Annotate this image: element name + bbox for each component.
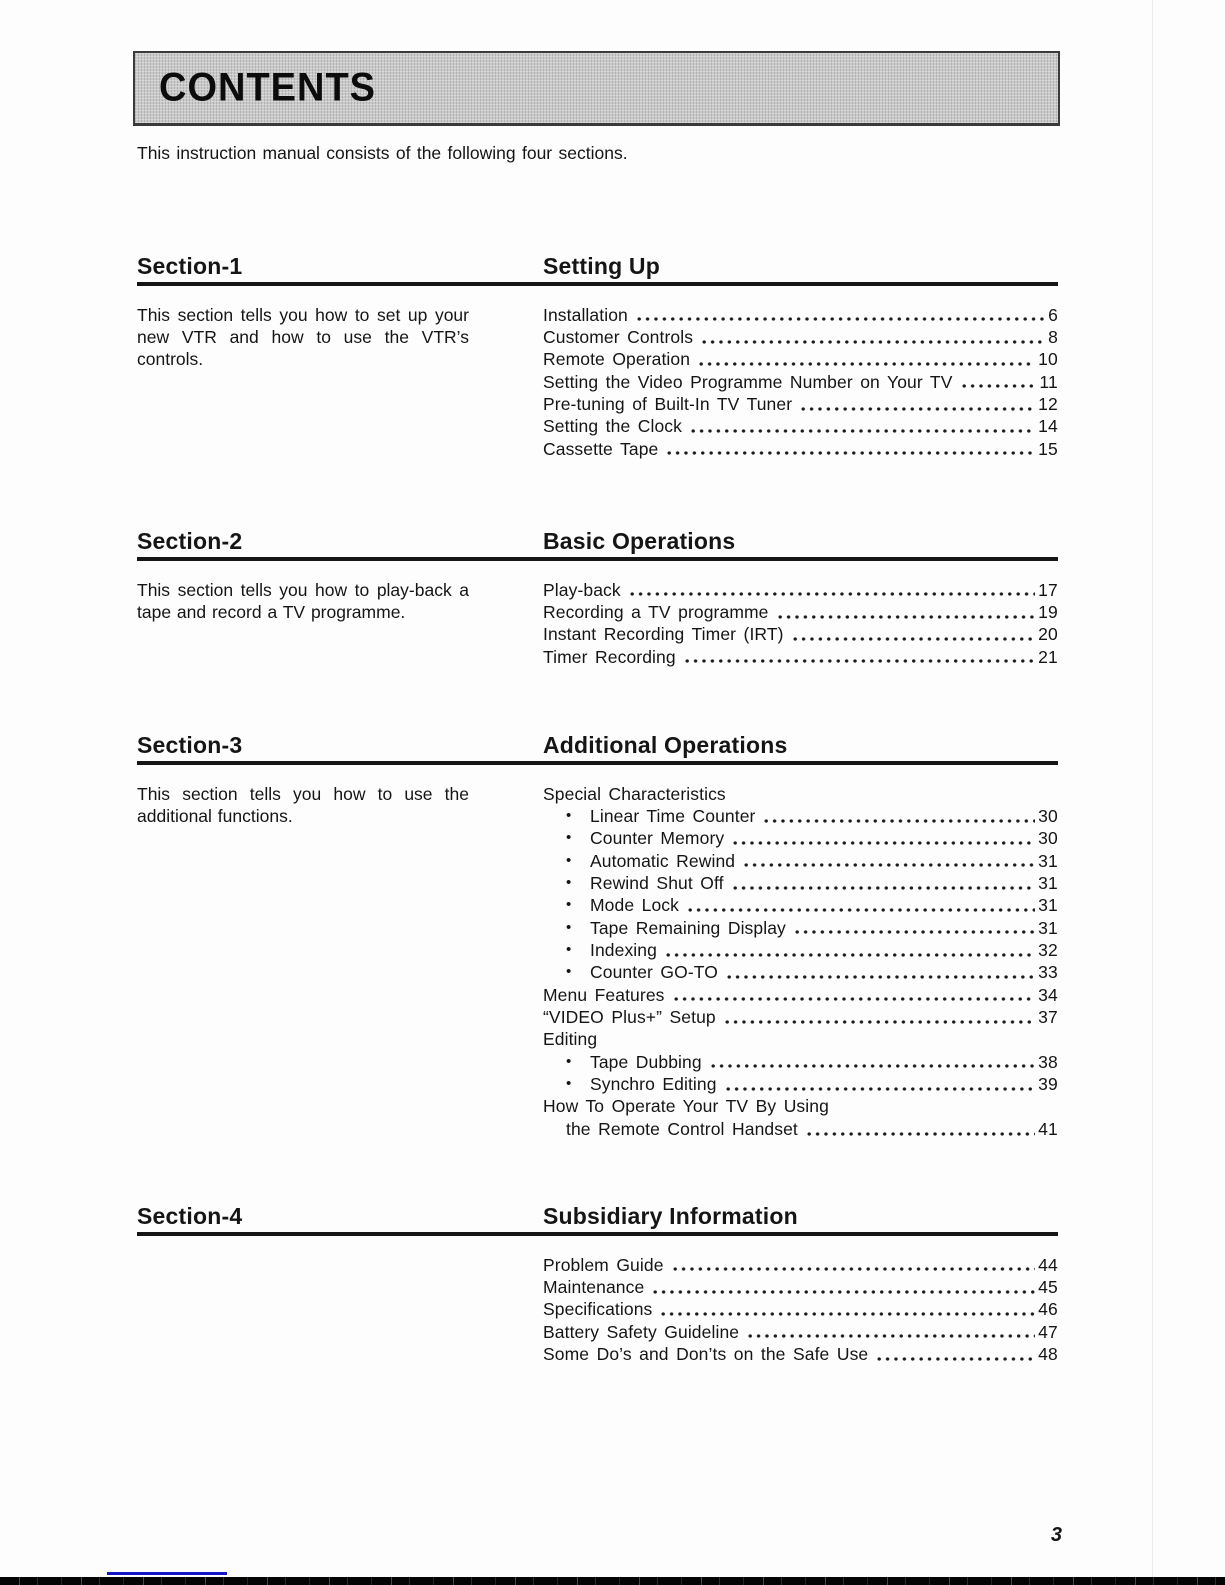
section-2-description: This section tells you how to play-back a tape and record a TV programme. — [137, 579, 469, 622]
toc-item-label: Installation — [543, 304, 628, 325]
scan-artifact-blue-line — [107, 1572, 227, 1575]
toc-item-page: 41 — [1038, 1118, 1058, 1139]
dot-leader — [722, 1073, 1036, 1095]
toc-item-page: 32 — [1038, 939, 1058, 960]
scan-edge-band — [0, 1577, 1225, 1585]
section-2-body — [137, 579, 1058, 668]
toc-item-page: 6 — [1048, 304, 1058, 325]
section-1-body — [137, 304, 1058, 460]
section-2-header — [137, 527, 1058, 555]
toc-row — [543, 872, 1058, 894]
toc-row — [543, 894, 1058, 916]
section-3-divider — [137, 761, 1058, 765]
toc-item-page: 39 — [1038, 1073, 1058, 1094]
toc-row — [543, 1073, 1058, 1095]
toc-item-label: Recording a TV programme — [543, 601, 769, 622]
toc-row — [543, 326, 1058, 348]
toc-item-label: Instant Recording Timer (IRT) — [543, 624, 784, 645]
dot-leader — [958, 371, 1037, 393]
dot-leader — [797, 393, 1035, 415]
toc-item-label: Special Characteristics — [543, 783, 726, 804]
toc-item-page: 30 — [1038, 805, 1058, 826]
toc-item-page: 12 — [1038, 393, 1058, 414]
toc-row — [543, 1006, 1058, 1028]
section-3-description: This section tells you how to use the additional functions. — [137, 783, 469, 826]
toc-item-page: 34 — [1038, 984, 1058, 1005]
dot-leader — [670, 984, 1036, 1006]
toc-item-label: Counter Memory — [590, 828, 725, 849]
page-edge-line — [1152, 0, 1153, 1577]
section-3-header — [137, 731, 1058, 759]
bullet-icon: • — [566, 963, 572, 981]
toc-row — [543, 850, 1058, 872]
section-1-divider — [137, 282, 1058, 286]
section-2-toc-list — [543, 579, 1058, 668]
section-2-block — [137, 527, 1058, 668]
toc-item-page: 31 — [1038, 917, 1058, 938]
toc-item-label: Indexing — [590, 939, 657, 960]
toc-row — [543, 827, 1058, 849]
bullet-icon: • — [566, 1052, 572, 1070]
toc-item-page: 38 — [1038, 1051, 1058, 1072]
toc-row — [543, 646, 1058, 668]
toc-row — [543, 984, 1058, 1006]
section-4-divider — [137, 1232, 1058, 1236]
toc-item-page: 8 — [1048, 326, 1058, 347]
toc-row — [543, 348, 1058, 370]
page-title: CONTENTS — [159, 66, 376, 110]
toc-item-label: Customer Controls — [543, 326, 694, 347]
toc-item-label: Setting the Video Programme Number on Your TV — [543, 371, 953, 392]
toc-row — [543, 917, 1058, 939]
toc-item-page: 31 — [1038, 895, 1058, 916]
toc-row — [543, 623, 1058, 645]
toc-row — [543, 805, 1058, 827]
toc-item-label: “VIDEO Plus+” Setup — [543, 1006, 716, 1027]
toc-item-label: Tape Remaining Display — [590, 917, 786, 938]
toc-item-label: Rewind Shut Off — [590, 872, 724, 893]
toc-item-page: 45 — [1038, 1276, 1058, 1297]
dot-leader — [684, 894, 1035, 916]
section-1-block — [137, 252, 1058, 460]
toc-row — [543, 1118, 1058, 1140]
toc-item-label: Specifications — [543, 1299, 653, 1320]
toc-item-page: 48 — [1038, 1343, 1058, 1364]
intro-text: This instruction manual consists of the following four sections. — [137, 143, 628, 163]
dot-leader — [669, 1254, 1036, 1276]
dot-leader — [791, 917, 1035, 939]
toc-item-page: 30 — [1038, 828, 1058, 849]
section-1-title: Setting Up — [543, 253, 660, 279]
toc-item-page: 44 — [1038, 1254, 1058, 1275]
toc-item-page: 14 — [1038, 416, 1058, 437]
toc-item-label: How To Operate Your TV By Using — [543, 1096, 829, 1117]
toc-item-label: Setting the Clock — [543, 416, 682, 437]
toc-item-page: 37 — [1038, 1006, 1058, 1027]
toc-item-page: 31 — [1038, 850, 1058, 871]
toc-row — [543, 961, 1058, 983]
dot-leader — [789, 623, 1036, 645]
section-4-title: Subsidiary Information — [543, 1203, 798, 1229]
toc-item-label: Menu Features — [543, 984, 665, 1005]
toc-item-page: 47 — [1038, 1321, 1058, 1342]
toc-row — [543, 601, 1058, 623]
bullet-icon: • — [566, 918, 572, 936]
toc-row — [543, 1276, 1058, 1298]
section-3-block — [137, 731, 1058, 1140]
bullet-icon: • — [566, 829, 572, 847]
dot-leader — [774, 601, 1036, 623]
section-4-id: Section-4 — [137, 1203, 243, 1229]
toc-item-label: Synchro Editing — [590, 1073, 717, 1094]
section-2-title: Basic Operations — [543, 528, 736, 554]
section-1-header — [137, 252, 1058, 280]
dot-leader — [721, 1006, 1035, 1028]
section-1-toc-list — [543, 304, 1058, 460]
toc-item-label: Automatic Rewind — [590, 850, 736, 871]
toc-row — [543, 415, 1058, 437]
toc-row — [543, 438, 1058, 460]
section-3-toc-list — [543, 783, 1058, 1141]
toc-item-page: 17 — [1038, 579, 1058, 600]
toc-row — [543, 579, 1058, 601]
dot-leader — [649, 1276, 1035, 1298]
dot-leader — [729, 827, 1035, 849]
bullet-icon: • — [566, 1074, 572, 1092]
toc-item-label: Tape Dubbing — [590, 1051, 702, 1072]
dot-leader — [681, 646, 1035, 668]
toc-row — [543, 1051, 1058, 1073]
dot-leader — [687, 415, 1035, 437]
toc-row — [543, 304, 1058, 326]
toc-item-page: 11 — [1039, 371, 1058, 392]
section-4-description — [137, 1254, 543, 1366]
toc-item-page: 33 — [1038, 962, 1058, 983]
toc-item-label: Linear Time Counter — [590, 805, 756, 826]
toc-row — [543, 1095, 1058, 1117]
toc-row — [543, 1254, 1058, 1276]
section-4-header — [137, 1202, 1058, 1230]
toc-item-label: Problem Guide — [543, 1254, 664, 1275]
bullet-icon: • — [566, 940, 572, 958]
dot-leader — [626, 579, 1035, 601]
toc-item-label: Battery Safety Guideline — [543, 1321, 740, 1342]
toc-item-label: Some Do’s and Don’ts on the Safe Use — [543, 1343, 869, 1364]
toc-row — [543, 1028, 1058, 1050]
section-2-divider — [137, 557, 1058, 561]
dot-leader — [744, 1321, 1035, 1343]
toc-row — [543, 1343, 1058, 1365]
dot-leader — [663, 438, 1035, 460]
toc-item-page: 19 — [1038, 601, 1058, 622]
dot-leader — [729, 872, 1036, 894]
dot-leader — [803, 1118, 1035, 1140]
section-3-id: Section-3 — [137, 732, 243, 758]
contents-banner — [133, 51, 1060, 126]
bullet-icon: • — [566, 873, 572, 891]
toc-item-label: Maintenance — [543, 1276, 645, 1297]
section-4-block — [137, 1202, 1058, 1365]
section-4-toc-list — [543, 1254, 1058, 1366]
dot-leader — [740, 850, 1035, 872]
toc-item-label: Play-back — [543, 579, 621, 600]
toc-item-label: the Remote Control Handset — [566, 1118, 798, 1139]
toc-row — [543, 1298, 1058, 1320]
page-number: 3 — [1050, 1524, 1062, 1546]
toc-item-label: Pre-tuning of Built-In TV Tuner — [543, 393, 793, 414]
dot-leader — [760, 805, 1035, 827]
toc-row — [543, 371, 1058, 393]
section-3-title: Additional Operations — [543, 732, 788, 758]
toc-row — [543, 393, 1058, 415]
toc-item-page: 10 — [1038, 349, 1058, 370]
dot-leader — [873, 1343, 1035, 1365]
section-2-id: Section-2 — [137, 528, 243, 554]
dot-leader — [707, 1051, 1035, 1073]
dot-leader — [723, 961, 1035, 983]
toc-row — [543, 939, 1058, 961]
section-3-body — [137, 783, 1058, 1141]
section-4-body — [137, 1254, 1058, 1366]
dot-leader — [695, 348, 1035, 370]
section-1-description: This section tells you how to set up your new VTR and how to use the VTR’s controls. — [137, 304, 469, 370]
section-1-id: Section-1 — [137, 253, 243, 279]
toc-item-label: Editing — [543, 1029, 598, 1050]
toc-item-label: Counter GO-TO — [590, 962, 718, 983]
toc-item-label: Remote Operation — [543, 349, 691, 370]
toc-row — [543, 783, 1058, 805]
toc-item-page: 15 — [1038, 438, 1058, 459]
toc-item-page: 31 — [1038, 872, 1058, 893]
bullet-icon: • — [566, 851, 572, 869]
toc-item-page: 20 — [1038, 624, 1058, 645]
dot-leader — [662, 939, 1035, 961]
bullet-icon: • — [566, 806, 572, 824]
toc-item-label: Cassette Tape — [543, 438, 659, 459]
toc-row — [543, 1321, 1058, 1343]
toc-item-page: 21 — [1038, 646, 1058, 667]
dot-leader — [698, 326, 1045, 348]
toc-item-page: 46 — [1038, 1299, 1058, 1320]
bullet-icon: • — [566, 896, 572, 914]
toc-item-label: Mode Lock — [590, 895, 680, 916]
dot-leader — [633, 304, 1045, 326]
toc-item-label: Timer Recording — [543, 646, 676, 667]
dot-leader — [657, 1298, 1035, 1320]
